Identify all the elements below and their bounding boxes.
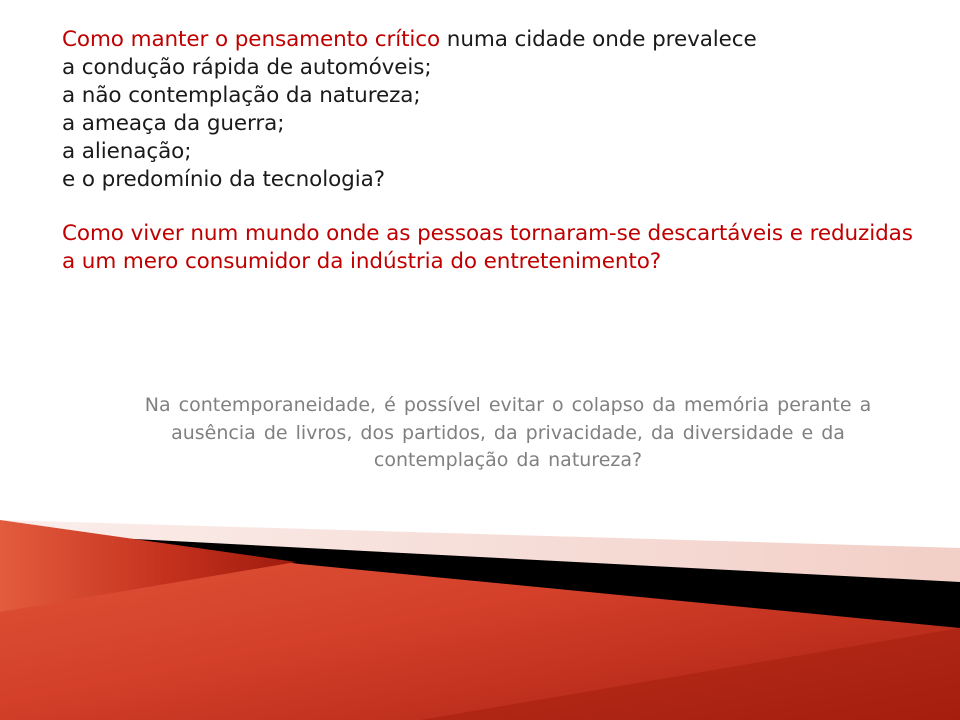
body-line-6: e o predomínio da tecnologia? bbox=[62, 167, 385, 193]
paragraph-1-highlight: Como manter o pensamento crítico bbox=[62, 27, 441, 52]
body-line-2: a condução rápida de automóveis; bbox=[62, 55, 432, 81]
paragraph-spacer bbox=[62, 194, 922, 220]
decorative-bottom-graphic bbox=[0, 520, 960, 720]
body-line-5: a alienação; bbox=[62, 139, 192, 165]
slide-body-text bbox=[62, 26, 922, 276]
paragraph-2: Como viver num mundo onde as pessoas tornaram-se descartáveis e reduzidas a um mero consumidor da indústria do entretenimento? bbox=[62, 221, 913, 275]
paragraph-1-rest: numa cidade onde prevalece bbox=[440, 27, 757, 52]
body-line-3: a não contemplação da natureza; bbox=[62, 83, 421, 109]
paragraph-1 bbox=[62, 26, 922, 54]
body-line-4: a ameaça da guerra; bbox=[62, 111, 285, 137]
slide-caption: Na contemporaneidade, é possível evitar o colapso da memória perante a ausência de livros, dos partidos, da privacidade, da diversidade e da contemplação da natureza? bbox=[144, 394, 872, 472]
